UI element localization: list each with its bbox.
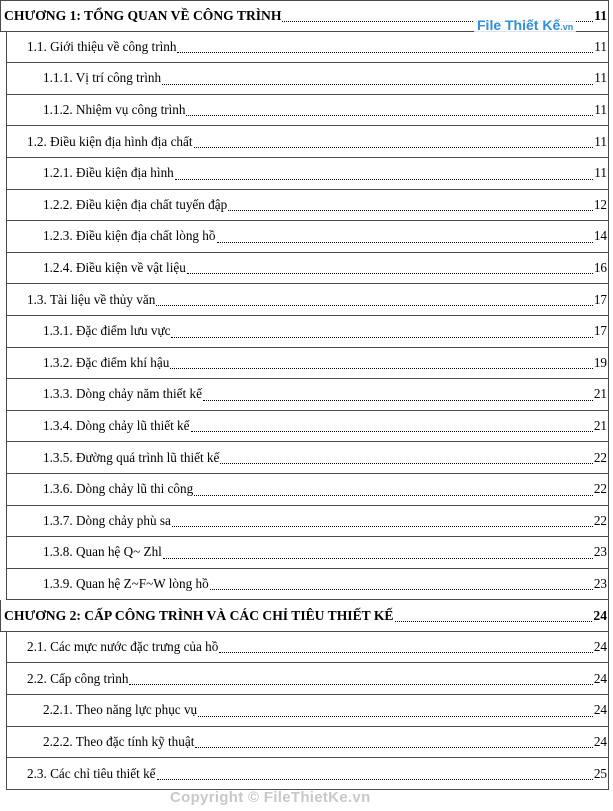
toc-entry-title: 1.1. Giới thiệu về công trình (27, 38, 177, 54)
toc-dot-leader (194, 494, 593, 496)
toc-dot-leader (162, 83, 593, 85)
filethietke-logo (474, 16, 576, 34)
toc-section-row[interactable] (6, 632, 609, 664)
toc-dot-leader (198, 715, 593, 717)
toc-page-number: 16 (593, 260, 607, 276)
toc-entry-title: 1.2. Điều kiện địa hình địa chất (27, 133, 193, 149)
toc-subsection-row[interactable] (6, 695, 609, 727)
toc-dot-leader (195, 746, 592, 748)
toc-section-row[interactable] (6, 663, 609, 695)
toc-dot-leader (175, 178, 594, 180)
toc-dot-leader (163, 557, 593, 559)
toc-entry-title: 2.2.1. Theo năng lực phục vụ (43, 702, 198, 718)
toc-page-number: 23 (593, 575, 607, 591)
toc-entry-title: CHƯƠNG 1: TỔNG QUAN VỀ CÔNG TRÌNH (4, 7, 282, 23)
toc-subsection-row[interactable] (6, 537, 609, 569)
toc-dot-leader (156, 304, 593, 306)
toc-entry-title: 1.2.1. Điều kiện địa hình (43, 165, 174, 181)
toc-dot-leader (177, 51, 593, 53)
toc-page-number: 24 (593, 670, 607, 686)
toc-page-number: 17 (593, 291, 607, 307)
toc-section-row[interactable] (6, 284, 609, 316)
toc-entry-title: 2.1. Các mực nước đặc trưng của hồ (27, 639, 219, 655)
toc-entry-title: 2.3. Các chỉ tiêu thiết kế (27, 765, 156, 781)
toc-page-number: 22 (593, 449, 607, 465)
toc-page-number: 24 (593, 733, 607, 749)
toc-entry-title: 1.2.4. Điều kiện về vật liệu (43, 260, 186, 276)
toc-subsection-row[interactable] (6, 316, 609, 348)
toc-entry-title: 1.3.1. Đặc điểm lưu vực (43, 323, 171, 339)
toc-subsection-row[interactable] (6, 474, 609, 506)
toc-subsection-row[interactable] (6, 253, 609, 285)
toc-page-number: 24 (593, 607, 607, 623)
toc-dot-leader (187, 272, 593, 274)
toc-page-number: 11 (594, 102, 607, 118)
toc-entry-title: 1.1.1. Vị trí công trình (43, 70, 162, 86)
toc-dot-leader (129, 683, 592, 685)
toc-dot-leader (219, 651, 592, 653)
toc-page-number: 14 (593, 228, 607, 244)
logo-main-text: File Thiết Kế (477, 17, 561, 33)
toc-dot-leader (220, 462, 592, 464)
toc-entry-title: 1.3.6. Dòng chảy lũ thi công (43, 481, 194, 497)
toc-section-row[interactable] (6, 32, 609, 64)
toc-entry-title: 1.3. Tài liệu về thủy văn (27, 291, 156, 307)
toc-entry-title: 2.2. Cấp công trình (27, 670, 129, 686)
toc-entry-title: 1.3.2. Đặc điểm khí hậu (43, 354, 170, 370)
toc-entry-title: 1.3.5. Đường quá trình lũ thiết kế (43, 449, 220, 465)
toc-dot-leader (191, 430, 593, 432)
toc-page-number: 12 (593, 196, 607, 212)
toc-entry-title: CHƯƠNG 2: CẤP CÔNG TRÌNH VÀ CÁC CHỈ TIÊU THIẾT KẾ (4, 607, 394, 623)
toc-subsection-row[interactable] (6, 442, 609, 474)
toc-subsection-row[interactable] (6, 63, 609, 95)
toc-subsection-row[interactable] (6, 727, 609, 759)
toc-page-number: 24 (593, 639, 607, 655)
toc-page-number: 22 (593, 512, 607, 528)
toc-page-number: 21 (593, 418, 607, 434)
toc-subsection-row[interactable] (6, 379, 609, 411)
toc-chapter-row[interactable] (0, 600, 609, 632)
toc-page-number: 24 (593, 702, 607, 718)
toc-section-row[interactable] (6, 758, 609, 790)
toc-section-row[interactable] (6, 126, 609, 158)
logo-suffix-text: .vn (560, 22, 574, 32)
toc-dot-leader (395, 620, 593, 622)
toc-dot-leader (228, 209, 593, 211)
toc-dot-leader (210, 588, 593, 590)
toc-subsection-row[interactable] (6, 348, 609, 380)
toc-page-number: 17 (593, 323, 607, 339)
toc-subsection-row[interactable] (6, 221, 609, 253)
toc-entry-title: 1.1.2. Nhiệm vụ công trình (43, 102, 186, 118)
toc-dot-leader (186, 114, 593, 116)
toc-entry-title: 2.2.2. Theo đặc tính kỹ thuật (43, 733, 195, 749)
copyright-watermark: Copyright © FileThietKe.vn (170, 789, 371, 806)
toc-entry-title: 1.3.8. Quan hệ Q~ Zhl (43, 544, 162, 560)
toc-subsection-row[interactable] (6, 411, 609, 443)
toc-subsection-row[interactable] (6, 190, 609, 222)
toc-page-number: 19 (593, 354, 607, 370)
toc-dot-leader (217, 241, 593, 243)
toc-page-number: 11 (594, 70, 607, 86)
toc-page-number: 23 (593, 544, 607, 560)
toc-subsection-row[interactable] (6, 569, 609, 601)
toc-page-number: 21 (593, 386, 607, 402)
toc-entry-title: 1.3.7. Dòng chảy phù sa (43, 512, 171, 528)
toc-entry-title: 1.3.3. Dòng chảy năm thiết kế (43, 386, 202, 402)
toc-subsection-row[interactable] (6, 95, 609, 127)
toc-dot-leader (194, 146, 594, 148)
toc-page-number: 22 (593, 481, 607, 497)
toc-page-number: 25 (593, 765, 607, 781)
toc-dot-leader (171, 336, 592, 338)
toc-dot-leader (172, 525, 593, 527)
toc-dot-leader (157, 778, 593, 780)
toc-page-number: 11 (594, 165, 607, 181)
toc-entry-title: 1.3.4. Dòng chảy lũ thiết kế (43, 418, 190, 434)
toc-page-number: 11 (594, 38, 607, 54)
toc-dot-leader (170, 367, 592, 369)
toc-entry-title: 1.2.3. Điều kiện địa chất lòng hồ (43, 228, 216, 244)
toc-entry-title: 1.3.9. Quan hệ Z~F~W lòng hồ (43, 575, 209, 591)
toc-page-number: 11 (594, 7, 607, 23)
toc-entry-title: 1.2.2. Điều kiện địa chất tuyến đập (43, 196, 228, 212)
toc-dot-leader (203, 399, 593, 401)
toc-page-number: 11 (594, 133, 607, 149)
toc-subsection-row[interactable] (6, 506, 609, 538)
toc-subsection-row[interactable] (6, 158, 609, 190)
